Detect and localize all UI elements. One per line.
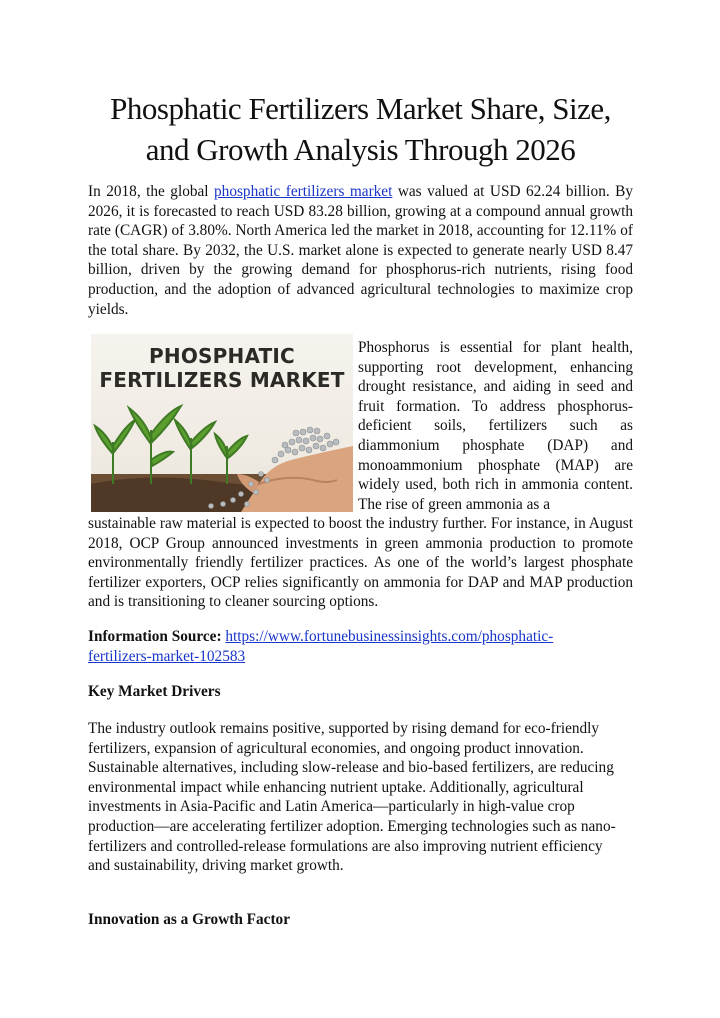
key-drivers-paragraph: The industry outlook remains positive, supported by rising demand for eco-friendly fertilizers, expansion of agricultural economies, and ongoing product innovation. Sustainable alternatives, including slow-release and bio-based fertilizers, are reducing environmental impact while enhancing nutrient uptake. Additionally, agricultural investments in Asia-Pacific and Latin America—particularly in high-value crop production—are accelerating fertilizer adoption. Emerging technologies such as nano-fertilizers and controlled-release formulations are also improving nutrient efficiency and sustainability, driving market growth. — [88, 720, 616, 875]
floating-paragraph: Phosphorus is essential for plant health, supporting root development, enhancing drought resistance, and aiding in seed and fruit formation. To address phosphorus-deficient soils, fertilizers such as diammonium phosphate (DAP) and monoammonium phosphate (MAP) are widely used, both rich in ammonia content. The rise of green ammonia as a — [358, 339, 633, 513]
section-heading-key-drivers: Key Market Drivers — [88, 683, 221, 700]
seedlings-and-hand-illustration — [91, 334, 353, 512]
intro-text-start: In 2018, the global — [88, 183, 215, 200]
title-line-2: and Growth Analysis Through 2026 — [145, 132, 576, 167]
source-link-line-2[interactable]: fertilizers-market-102583 — [88, 647, 246, 665]
market-image — [91, 334, 353, 512]
market-link[interactable]: phosphatic fertilizers market — [214, 183, 393, 200]
section-heading-innovation: Innovation as a Growth Factor — [88, 911, 290, 928]
continued-paragraph: sustainable raw material is expected to boost the industry further. For instance, in August 2018, OCP Group announced investments in green ammonia production to promote environmentally friendly fertilizer practices. As one of the world’s largest phosphate fertilizer exporters, OCP relies significantly on ammonia for DAP and MAP production and is transitioning to cleaner sourcing options. — [88, 515, 633, 611]
information-source — [88, 627, 633, 666]
source-label: Information Source: — [88, 628, 222, 645]
title-line-1: Phosphatic Fertilizers Market Share, Size, — [110, 91, 611, 126]
intro-paragraph — [88, 182, 633, 319]
intro-text-end: was valued at USD 62.24 billion. By 2026, it is forecasted to reach USD 83.28 billion, growing at a compound annual growth rate (CAGR) of 3.80%. North America led the market in 2018, accounting for 12.11% of the total share. By 2032, the U.S. market alone is expected to generate nearly USD 8.47 billion, driven by the growing demand for phosphorus-rich nutrients, rising food production, and the adoption of advanced agricultural technologies to maximize crop yields. — [88, 183, 633, 318]
source-link-line-1[interactable]: https://www.fortunebusinessinsights.com/phosphatic- — [225, 628, 554, 645]
sprout-icon — [95, 406, 247, 484]
image-title-line-1: PHOSPHATIC — [149, 344, 295, 368]
image-title-line-2: FERTILIZERS MARKET — [99, 368, 345, 392]
page-title — [88, 88, 633, 170]
